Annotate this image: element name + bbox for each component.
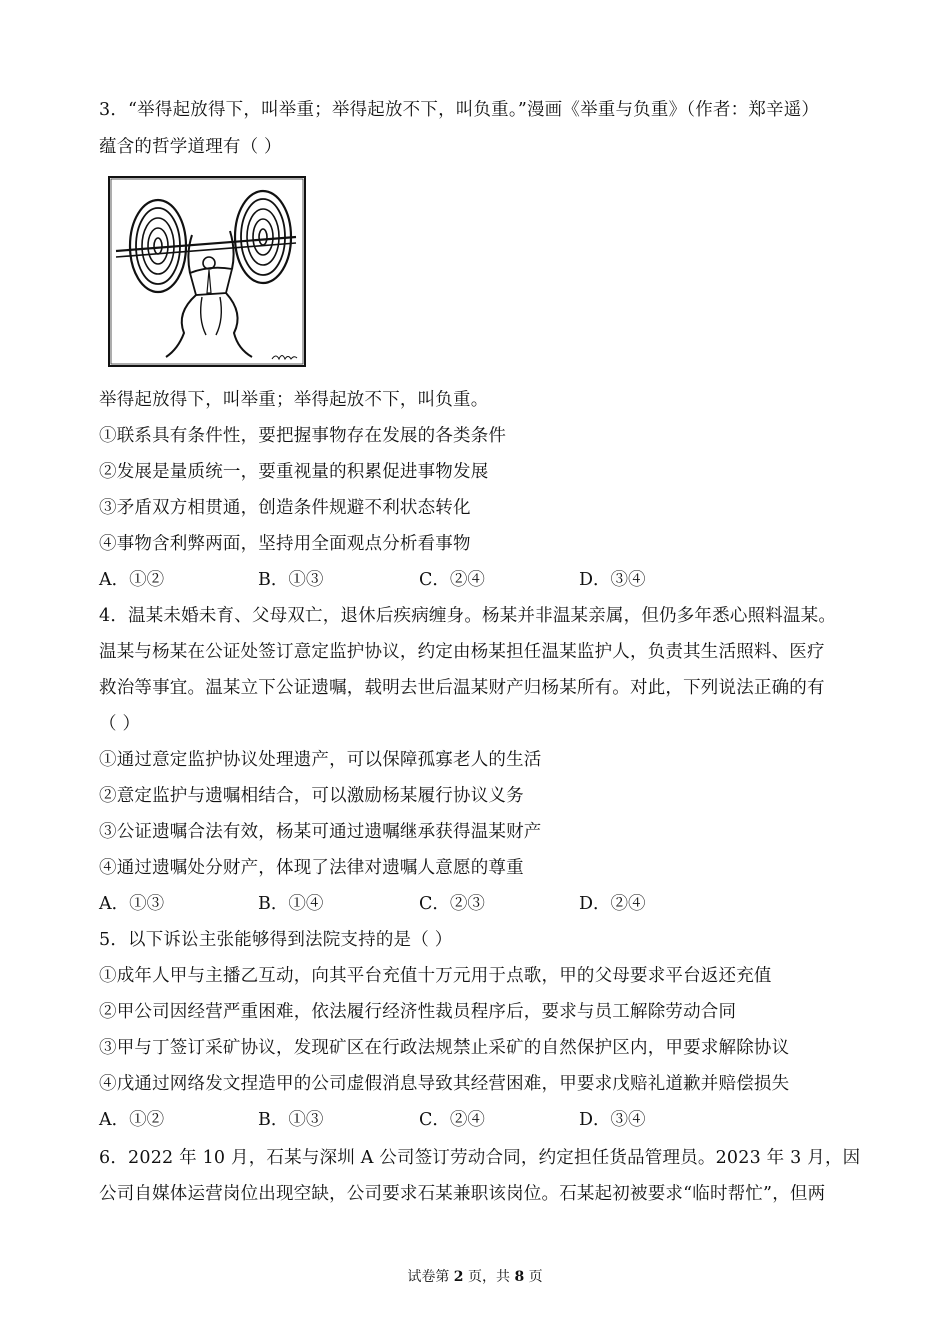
q4-item-4: ④通过遗嘱处分财产，体现了法律对遗嘱人意愿的尊重 [99,858,524,878]
q5-item-4: ④戊通过网络发文捏造甲的公司虚假消息导致其经营困难，甲要求戊赔礼道歉并赔偿损失 [99,1074,790,1094]
weightlifting-cartoon [106,173,308,370]
q4-item-2: ②意定监护与遗嘱相结合，可以激励杨某履行协议义务 [99,786,524,806]
q3-option-b[interactable]: B．①③ [258,570,324,590]
q3-caption: 举得起放得下，叫举重；举得起放不下，叫负重。 [99,390,489,410]
q6-stem-line1: 6．2022 年 10 月，石某与深圳 A 公司签订劳动合同，约定担任货品管理员。2023 年 3 月，因 [99,1148,861,1168]
q3-option-c[interactable]: C．②④ [419,570,485,590]
q3-item-1: ①联系具有条件性，要把握事物存在发展的各类条件 [99,426,507,446]
q3-item-3: ③矛盾双方相贯通，创造条件规避不利状态转化 [99,498,471,518]
page-footer [0,1267,950,1287]
q4-option-c[interactable]: C．②③ [419,894,485,914]
footer-page-number: 2 [453,1269,464,1285]
q4-option-d[interactable]: D．②④ [579,894,646,914]
q4-item-3: ③公证遗嘱合法有效，杨某可通过遗嘱继承获得温某财产 [99,822,542,842]
footer-total-pages: 8 [514,1269,525,1285]
q5-item-1: ①成年人甲与主播乙互动，向其平台充值十万元用于点歌，甲的父母要求平台返还充值 [99,966,772,986]
q5-option-b[interactable]: B．①③ [258,1110,324,1130]
q4-option-a[interactable]: A．①③ [99,894,165,914]
q4-stem-line3: 救治等事宜。温某立下公证遗嘱，载明去世后温某财产归杨某所有。对此，下列说法正确的有 [99,678,825,698]
q5-stem: 5．以下诉讼主张能够得到法院支持的是（ ） [99,930,453,950]
q3-stem-line2: 蕴含的哲学道理有（ ） [99,137,282,157]
q3-option-d[interactable]: D．③④ [579,570,646,590]
footer-middle: 页，共 [463,1269,515,1285]
q4-stem-line4: （ ） [99,714,141,734]
q5-option-d[interactable]: D．③④ [579,1110,646,1130]
footer-suffix: 页 [524,1269,543,1285]
q5-item-2: ②甲公司因经营严重困难，依法履行经济性裁员程序后，要求与员工解除劳动合同 [99,1002,737,1022]
q3-option-a[interactable]: A．①② [99,570,165,590]
q5-option-c[interactable]: C．②④ [419,1110,485,1130]
q6-stem-line2: 公司自媒体运营岗位出现空缺，公司要求石某兼职该岗位。石某起初被要求“临时帮忙”，但两 [99,1184,826,1204]
q4-stem-line1: 4．温某未婚未育、父母双亡，退休后疾病缠身。杨某并非温某亲属，但仍多年悉心照料温某。 [99,606,837,626]
q4-item-1: ①通过意定监护协议处理遗产，可以保障孤寡老人的生活 [99,750,542,770]
q4-stem-line2: 温某与杨某在公证处签订意定监护协议，约定由杨某担任温某监护人，负责其生活照料、医疗 [99,642,825,662]
q3-item-4: ④事物含利弊两面，坚持用全面观点分析看事物 [99,534,471,554]
q5-option-a[interactable]: A．①② [99,1110,165,1130]
q3-item-2: ②发展是量质统一，要重视量的积累促进事物发展 [99,462,489,482]
footer-prefix: 试卷第 [407,1269,454,1285]
q5-item-3: ③甲与丁签订采矿协议，发现矿区在行政法规禁止采矿的自然保护区内，甲要求解除协议 [99,1038,790,1058]
q4-option-b[interactable]: B．①④ [258,894,324,914]
q3-stem-line1: 3．“举得起放得下，叫举重；举得起放不下，叫负重。”漫画《举重与负重》（作者：郑辛遥） [99,100,820,120]
